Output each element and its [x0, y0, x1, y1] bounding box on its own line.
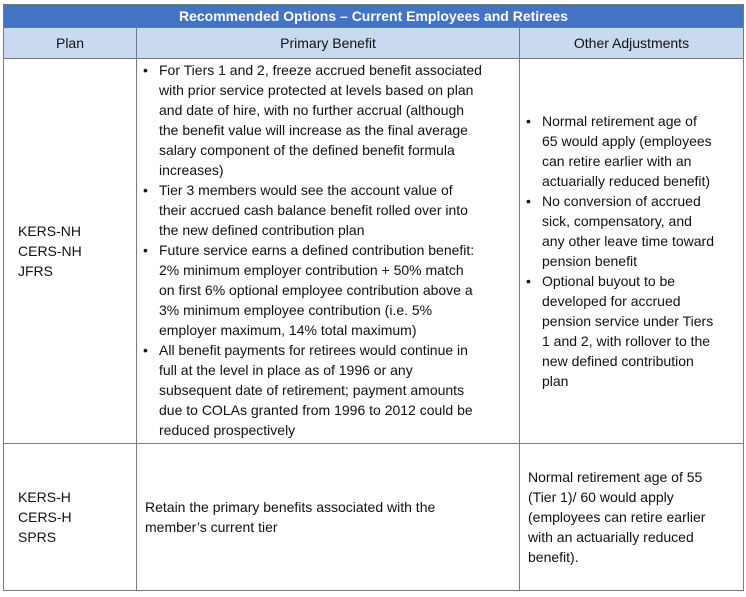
- plan-name: KERS-NH: [18, 223, 82, 239]
- primary-benefit-cell: [137, 59, 520, 444]
- list-line: the new defined contribution plan: [159, 222, 365, 238]
- plan-name: CERS-H: [18, 509, 72, 525]
- list-line: actuarially reduced benefit): [542, 173, 711, 189]
- text-line: Retain the primary benefits associated with the: [145, 499, 436, 515]
- list-line: No conversion of accrued: [542, 193, 701, 209]
- text-line: member’s current tier: [145, 519, 278, 535]
- text-line: benefit).: [528, 549, 579, 565]
- other-adjustments-cell: [520, 59, 744, 444]
- list-line: and date of hire, with no further accrual (although: [159, 102, 465, 118]
- other-adjustments-list: [520, 111, 739, 391]
- text-line: Normal retirement age of 55: [528, 469, 703, 485]
- list-item: [137, 240, 515, 340]
- list-item: [137, 60, 515, 180]
- list-line: full at the level in place as of 1996 or any: [159, 362, 413, 378]
- list-line: any other leave time toward: [542, 233, 714, 249]
- list-line: Future service earns a defined contribution benefit:: [159, 242, 475, 258]
- list-line: plan: [542, 373, 569, 389]
- bullet-icon: •: [526, 193, 531, 209]
- list-item: [137, 180, 515, 240]
- list-line: due to COLAs granted from 1996 to 2012 could be: [159, 402, 473, 418]
- plan-cell: [4, 59, 137, 444]
- header-other-adjustments: Other Adjustments: [520, 28, 744, 59]
- list-line: 3% minimum employee contribution (i.e. 5%: [159, 302, 433, 318]
- list-line: pension service under Tiers: [542, 313, 714, 329]
- list-line: developed for accrued: [542, 293, 681, 309]
- options-table-wrapper: [3, 4, 743, 591]
- list-line: All benefit payments for retirees would continue in: [159, 342, 468, 358]
- recommended-options-table: [3, 4, 744, 591]
- list-line: increases): [159, 162, 224, 178]
- list-line: employer maximum, 14% total maximum): [159, 322, 417, 338]
- bullet-icon: •: [143, 62, 148, 78]
- list-line: with prior service protected at levels based on plan: [159, 82, 474, 98]
- plan-cell: [4, 444, 137, 591]
- bullet-icon: •: [143, 342, 148, 358]
- list-item: [520, 111, 739, 191]
- list-line: the benefit value will increase as the final average: [159, 122, 468, 138]
- list-line: Optional buyout to be: [542, 273, 676, 289]
- list-line: 65 would apply (employees: [542, 133, 712, 149]
- list-line: on first 6% optional employee contribution above a: [159, 282, 473, 298]
- plan-name: CERS-NH: [18, 243, 82, 259]
- header-plan: Plan: [4, 28, 137, 59]
- list-line: 1 and 2, with rollover to the: [542, 333, 711, 349]
- table-row: [4, 59, 744, 444]
- text-line: (Tier 1)/ 60 would apply: [528, 489, 674, 505]
- bullet-icon: •: [143, 242, 148, 258]
- list-line: Normal retirement age of: [542, 113, 697, 129]
- bullet-icon: •: [526, 113, 531, 129]
- list-line: reduced prospectively: [159, 422, 296, 438]
- list-item: [520, 271, 739, 391]
- other-adjustments-cell: [520, 444, 744, 591]
- plan-name: JFRS: [18, 263, 53, 279]
- list-line: sick, compensatory, and: [542, 213, 692, 229]
- header-primary-benefit: Primary Benefit: [137, 28, 520, 59]
- plan-name: KERS-H: [18, 489, 71, 505]
- list-item: [137, 340, 515, 440]
- list-line: pension benefit: [542, 253, 637, 269]
- list-line: 2% minimum employer contribution + 50% match: [159, 262, 464, 278]
- list-line: salary component of the defined benefit formula: [159, 142, 455, 158]
- plan-name: SPRS: [18, 529, 57, 545]
- list-line: new defined contribution: [542, 353, 694, 369]
- list-line: Tier 3 members would see the account value of: [159, 182, 453, 198]
- table-title: Recommended Options – Current Employees and Retirees: [4, 5, 744, 28]
- text-line: (employees can retire earlier: [528, 509, 706, 525]
- list-line: can retire earlier with an: [542, 153, 692, 169]
- bullet-icon: •: [143, 182, 148, 198]
- primary-benefit-list: [137, 60, 515, 440]
- list-item: [520, 191, 739, 271]
- primary-benefit-cell: [137, 444, 520, 591]
- list-line: their accrued cash balance benefit rolled over into: [159, 202, 468, 218]
- list-line: For Tiers 1 and 2, freeze accrued benefit associated: [159, 62, 482, 78]
- text-line: with an actuarially reduced: [528, 529, 694, 545]
- table-row: [4, 444, 744, 591]
- list-line: subsequent date of retirement; payment amounts: [159, 382, 465, 398]
- bullet-icon: •: [526, 273, 531, 289]
